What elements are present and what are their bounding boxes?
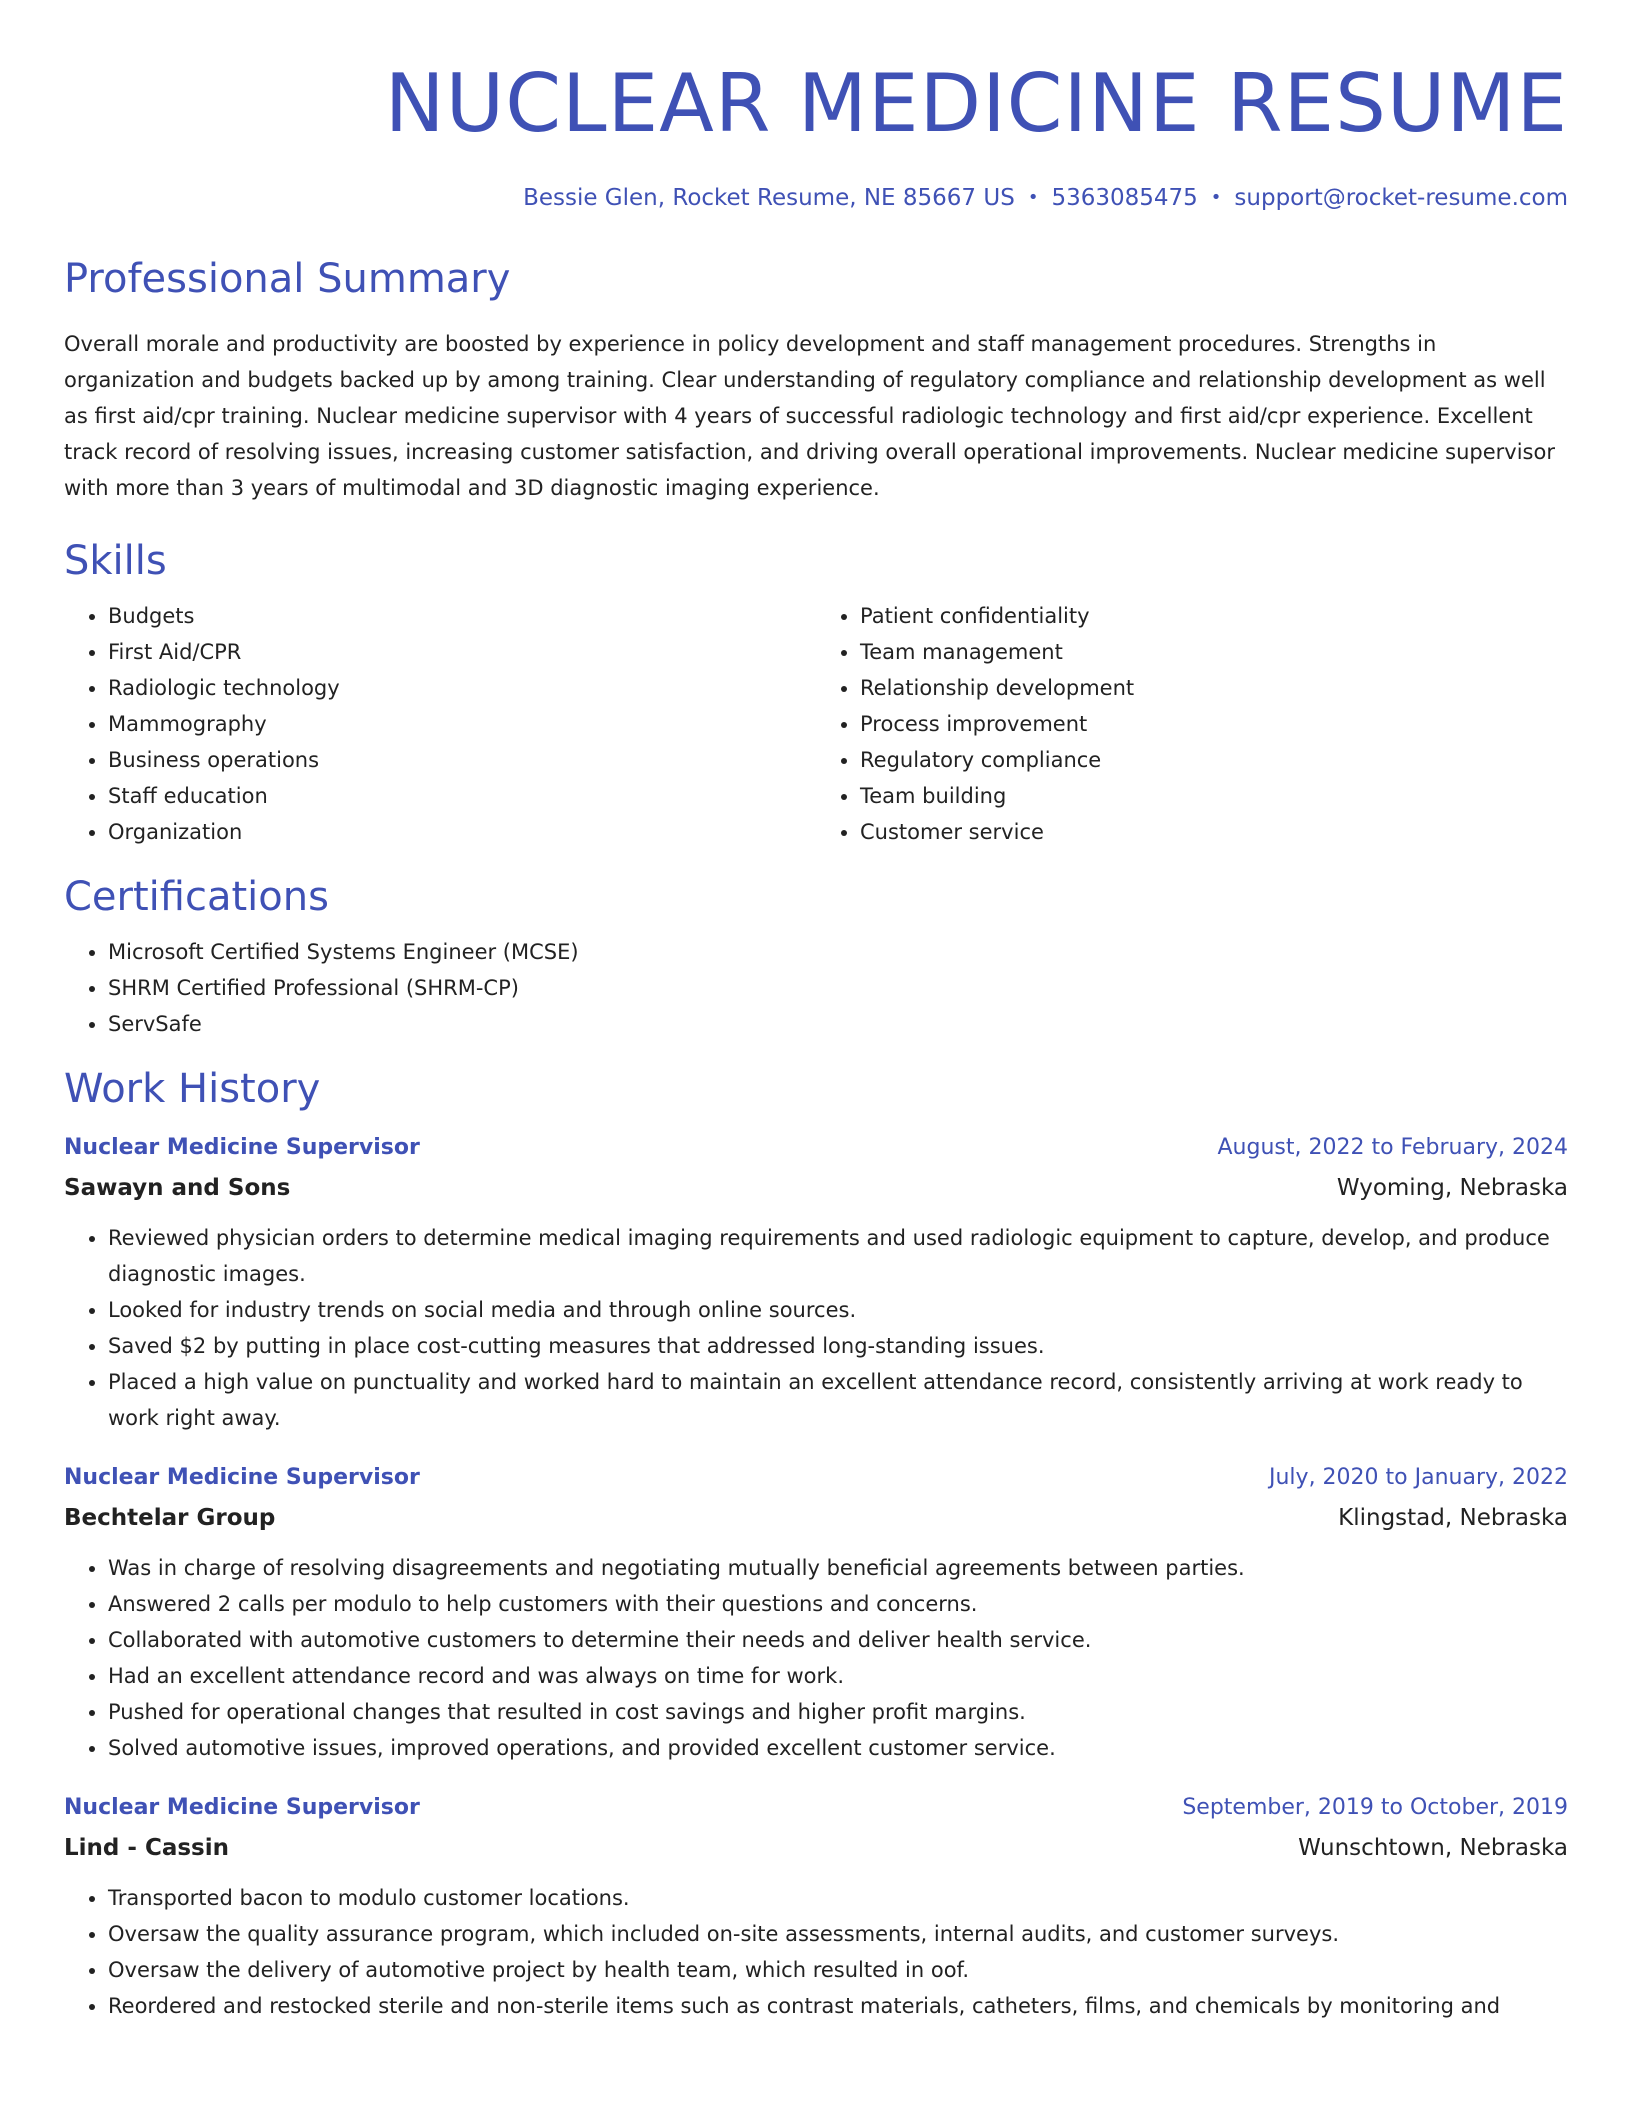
skill-item: • Radiologic technology xyxy=(108,670,816,706)
job-company-row xyxy=(64,1498,1568,1538)
certifications-heading: Certifications xyxy=(64,874,329,920)
certification-item: • ServSafe xyxy=(108,1006,1568,1042)
skill-item: • Staff education xyxy=(108,778,816,814)
summary-heading: Professional Summary xyxy=(64,256,511,302)
skill-item: • Team building xyxy=(860,778,1568,814)
job-bullets xyxy=(64,1220,1568,1436)
job-bullets xyxy=(64,1550,1568,1766)
job-bullet: • Reordered and restocked sterile and non-sterile items such as contrast materials, catheters, films, and chemicals by monitoring and xyxy=(108,1988,1568,2024)
job-bullet: • Reviewed physician orders to determine medical imaging requirements and used radiologic equipment to capture, develop, and produce diagnostic images. xyxy=(108,1220,1568,1292)
job-entry xyxy=(64,1128,1568,1436)
job-bullet: • Looked for industry trends on social media and through online sources. xyxy=(108,1292,1568,1328)
job-bullet: • Transported bacon to modulo customer locations. xyxy=(108,1880,1568,1916)
job-bullet: • Saved $2 by putting in place cost-cutting measures that addressed long-standing issues. xyxy=(108,1328,1568,1364)
summary-text: Overall morale and productivity are boosted by experience in policy development and staff management procedures. Strengths in organization and budgets backed up by among training. Clear understanding of regulatory compliance and relationship development as well as first aid/cpr training. Nuclear medicine supervisor with 4 years of successful radiologic technology and first aid/cpr experience. Excellent track record of resolving issues, increasing customer satisfaction, and driving overall operational improvements. Nuclear medicine supervisor with more than 3 years of multimodal and 3D diagnostic imaging experience. xyxy=(64,332,1555,500)
certifications-list xyxy=(64,934,1568,1042)
job-title-row xyxy=(64,1458,1568,1498)
job-company: Sawayn and Sons xyxy=(64,1175,291,1201)
job-title-row xyxy=(64,1128,1568,1168)
job-entry xyxy=(64,1788,1568,2024)
skill-item: • Relationship development xyxy=(860,670,1568,706)
skill-item: • Customer service xyxy=(860,814,1568,850)
skill-item: • Process improvement xyxy=(860,706,1568,742)
job-dates: July, 2020 to January, 2022 xyxy=(1269,1465,1568,1490)
certification-item: • Microsoft Certified Systems Engineer (MCSE) xyxy=(108,934,1568,970)
skills-column-left xyxy=(64,598,816,850)
job-bullet: • Placed a high value on punctuality and worked hard to maintain an excellent attendance record, consistently arriving at work ready to work right away. xyxy=(108,1364,1568,1436)
contact-address: Bessie Glen, Rocket Resume, NE 85667 US xyxy=(523,185,1015,211)
skills-grid xyxy=(64,598,1568,850)
skill-item: • Patient confidentiality xyxy=(860,598,1568,634)
skill-item: • Budgets xyxy=(108,598,816,634)
job-company: Lind - Cassin xyxy=(64,1835,229,1861)
skills-heading: Skills xyxy=(64,538,167,584)
job-title: Nuclear Medicine Supervisor xyxy=(64,1465,420,1490)
contact-separator: • xyxy=(1027,187,1039,208)
job-bullet: • Collaborated with automotive customers to determine their needs and deliver health service. xyxy=(108,1622,1568,1658)
contact-line xyxy=(64,182,1568,214)
job-title: Nuclear Medicine Supervisor xyxy=(64,1795,420,1820)
work-history-heading: Work History xyxy=(64,1066,321,1112)
skill-item: • First Aid/CPR xyxy=(108,634,816,670)
job-dates: September, 2019 to October, 2019 xyxy=(1182,1795,1568,1820)
job-title: Nuclear Medicine Supervisor xyxy=(64,1135,420,1160)
job-bullet: • Had an excellent attendance record and was always on time for work. xyxy=(108,1658,1568,1694)
skills-column-right xyxy=(816,598,1568,850)
job-bullet: • Was in charge of resolving disagreements and negotiating mutually beneficial agreements between parties. xyxy=(108,1550,1568,1586)
job-company-row xyxy=(64,1168,1568,1208)
certification-item: • SHRM Certified Professional (SHRM-CP) xyxy=(108,970,1568,1006)
job-bullet: • Oversaw the delivery of automotive project by health team, which resulted in oof. xyxy=(108,1952,1568,1988)
contact-email: support@rocket-resume.com xyxy=(1234,185,1568,211)
job-bullet: • Answered 2 calls per modulo to help customers with their questions and concerns. xyxy=(108,1586,1568,1622)
job-bullet: • Oversaw the quality assurance program, which included on-site assessments, internal audits, and customer surveys. xyxy=(108,1916,1568,1952)
skill-item: • Organization xyxy=(108,814,816,850)
job-location: Wyoming, Nebraska xyxy=(1336,1175,1568,1201)
contact-separator: • xyxy=(1210,187,1222,208)
resume-title: NUCLEAR MEDICINE RESUME xyxy=(384,57,1568,150)
job-bullets xyxy=(64,1880,1568,2024)
job-bullet: • Pushed for operational changes that resulted in cost savings and higher profit margins. xyxy=(108,1694,1568,1730)
job-company-row xyxy=(64,1828,1568,1868)
resume-page xyxy=(64,0,1568,2024)
skill-item: • Business operations xyxy=(108,742,816,778)
skill-item: • Regulatory compliance xyxy=(860,742,1568,778)
job-location: Wunschtown, Nebraska xyxy=(1298,1835,1568,1861)
skill-item: • Mammography xyxy=(108,706,816,742)
job-dates: August, 2022 to February, 2024 xyxy=(1217,1135,1568,1160)
skill-item: • Team management xyxy=(860,634,1568,670)
job-bullet: • Solved automotive issues, improved operations, and provided excellent customer service. xyxy=(108,1730,1568,1766)
job-company: Bechtelar Group xyxy=(64,1505,276,1531)
job-location: Klingstad, Nebraska xyxy=(1338,1505,1568,1531)
contact-phone: 5363085475 xyxy=(1051,185,1198,211)
job-entry xyxy=(64,1458,1568,1766)
job-title-row xyxy=(64,1788,1568,1828)
